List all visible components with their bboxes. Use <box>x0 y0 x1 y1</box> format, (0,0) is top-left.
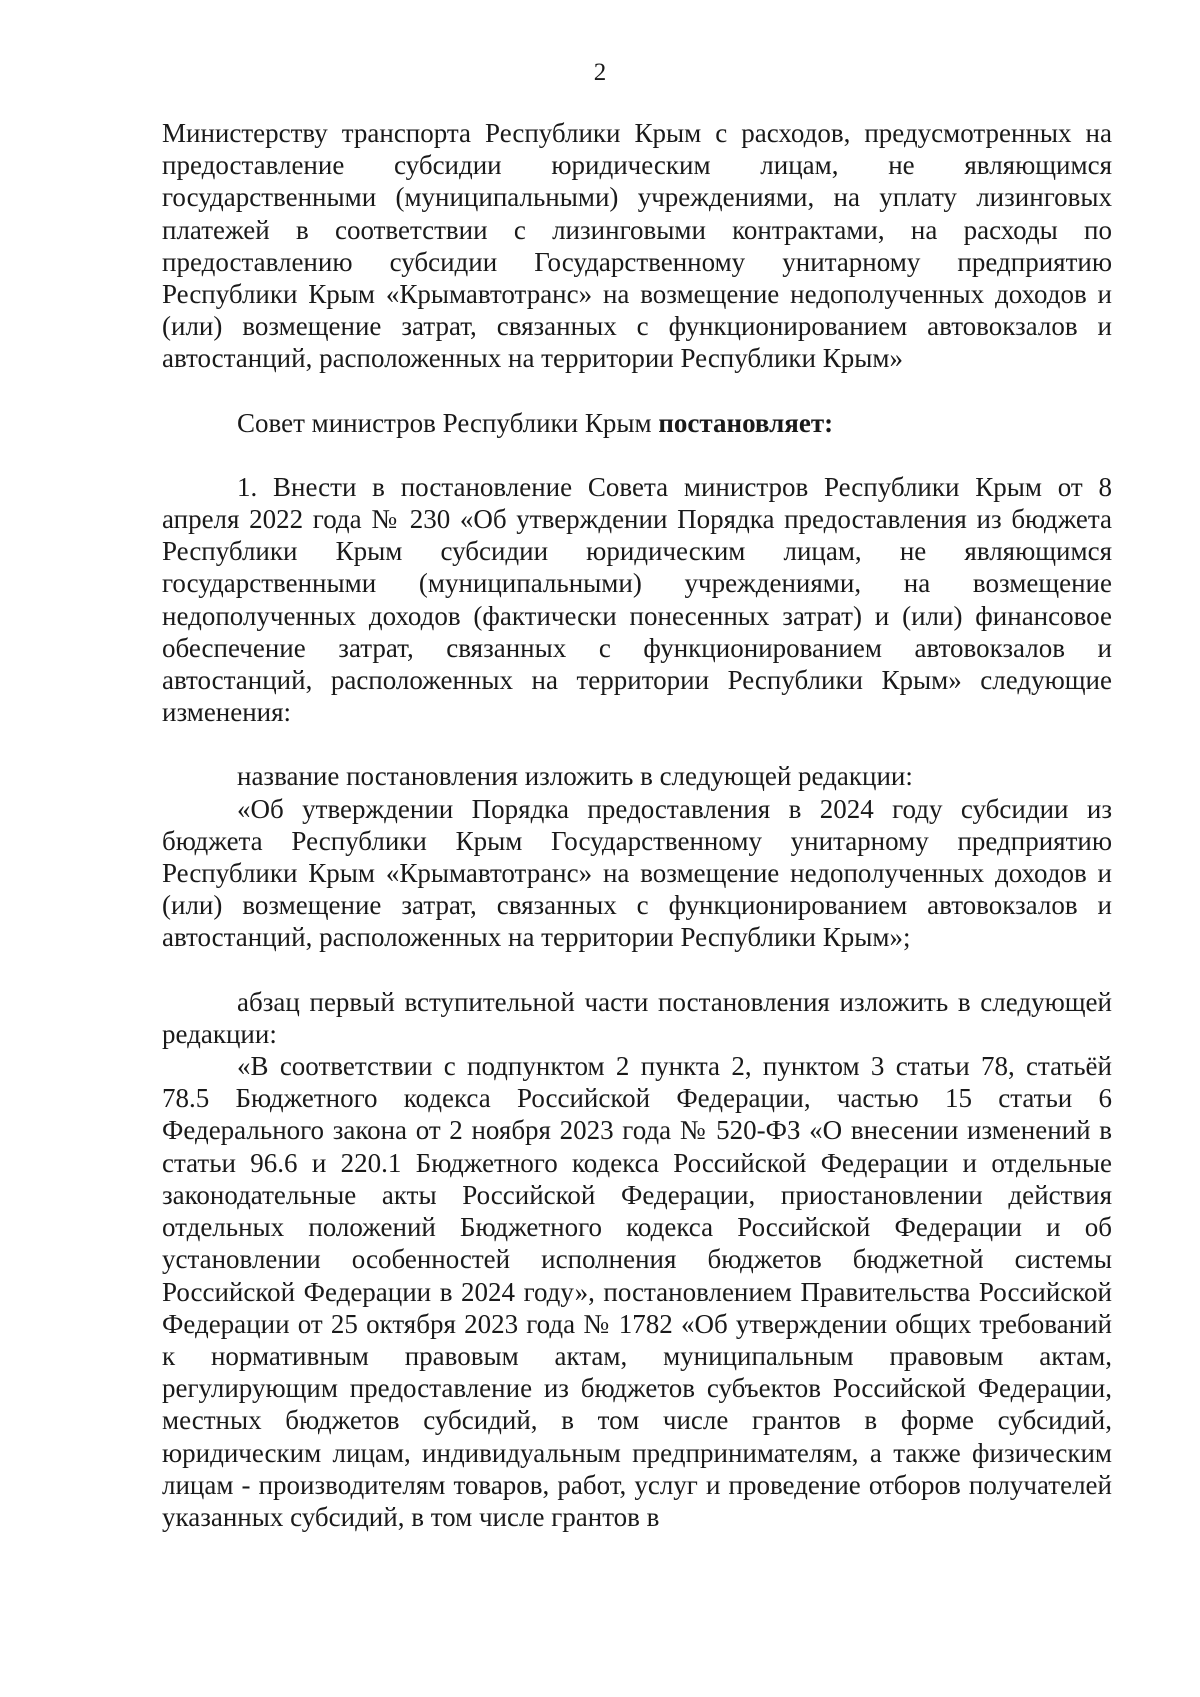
spacer <box>162 439 1112 471</box>
resolution-verb: постановляет: <box>658 407 834 438</box>
title-change-text: «Об утверждении Порядка предоставления в 2024 году субсидии из бюджета Республики Крым Государственному унитарному предприятию Республики Крым «Крымавтотранс» на возмещение недополученных доходов и (или) возмещение затрат, связанных с функционированием автовокзалов и автостанций, расположенных на территории Республики Крым»; <box>162 793 1112 953</box>
item-1-paragraph: 1. Внести в постановление Совета министров Республики Крым от 8 апреля 2022 года № 230 «Об утверждении Порядка предоставления из бюджета Республики Крым субсидии юридическим лицам, не являющимся государственными (муниципальными) учреждениями, на возмещение недополученных доходов (фактически понесенных затрат) и (или) финансовое обеспечение затрат, связанных с функционированием автовокзалов и автостанций, расположенных на территории Республики Крым» следующие изменения: <box>162 471 1112 728</box>
intro-tail-paragraph: Министерству транспорта Республики Крым с расходов, предусмотренных на предоставление субсидии юридическим лицам, не являющимся государственными (муниципальными) учреждениями, на уплату лизинговых платежей в соответствии с лизинговыми контрактами, на расходы по предоставлению субсидии Государственному унитарному предприятию Республики Крым «Крымавтотранс» на возмещение недополученных доходов и (или) возмещение затрат, связанных с функционированием автовокзалов и автостанций, расположенных на территории Республики Крым» <box>162 118 1112 374</box>
preamble-change-intro: абзац первый вступительной части постановления изложить в следующей редакции: <box>162 986 1112 1049</box>
preamble-change-text: «В соответствии с подпунктом 2 пункта 2, пунктом 3 статьи 78, статьёй 78.5 Бюджетного кодекса Российской Федерации, частью 15 статьи 6 Федерального закона от 2 ноября 2023 года № 520-ФЗ «О внесении изменений в статьи 96.6 и 220.1 Бюджетного кодекса Российской Федерации и отдельные законодательные акты Российской Федерации, приостановлении действия отдельных положений Бюджетного кодекса Российской Федерации и об установлении особенностей исполнения бюджетов бюджетной системы Российской Федерации в 2024 году», постановлением Правительства Российской Федерации от 25 октября 2023 года № 1782 «Об утверждении общих требований к нормативным правовым актам, муниципальным правовым актам, регулирующим предоставление из бюджетов субъектов Российской Федерации, местных бюджетов субсидий, в том числе грантов в форме субсидий, юридическим лицам, индивидуальным предпринимателям, а также физическим лицам - производителям товаров, работ, услуг и проведение отборов получателей указанных субсидий, в том числе грантов в <box>162 1051 1112 1532</box>
page-number: 2 <box>593 59 607 86</box>
spacer <box>162 375 1112 407</box>
resolution-text: Совет министров Республики Крым <box>237 407 659 438</box>
document-body <box>162 117 1112 1533</box>
spacer <box>162 728 1112 760</box>
spacer <box>162 954 1112 986</box>
title-change-intro: название постановления изложить в следующей редакции: <box>237 761 913 792</box>
resolution-paragraph <box>162 407 1112 439</box>
